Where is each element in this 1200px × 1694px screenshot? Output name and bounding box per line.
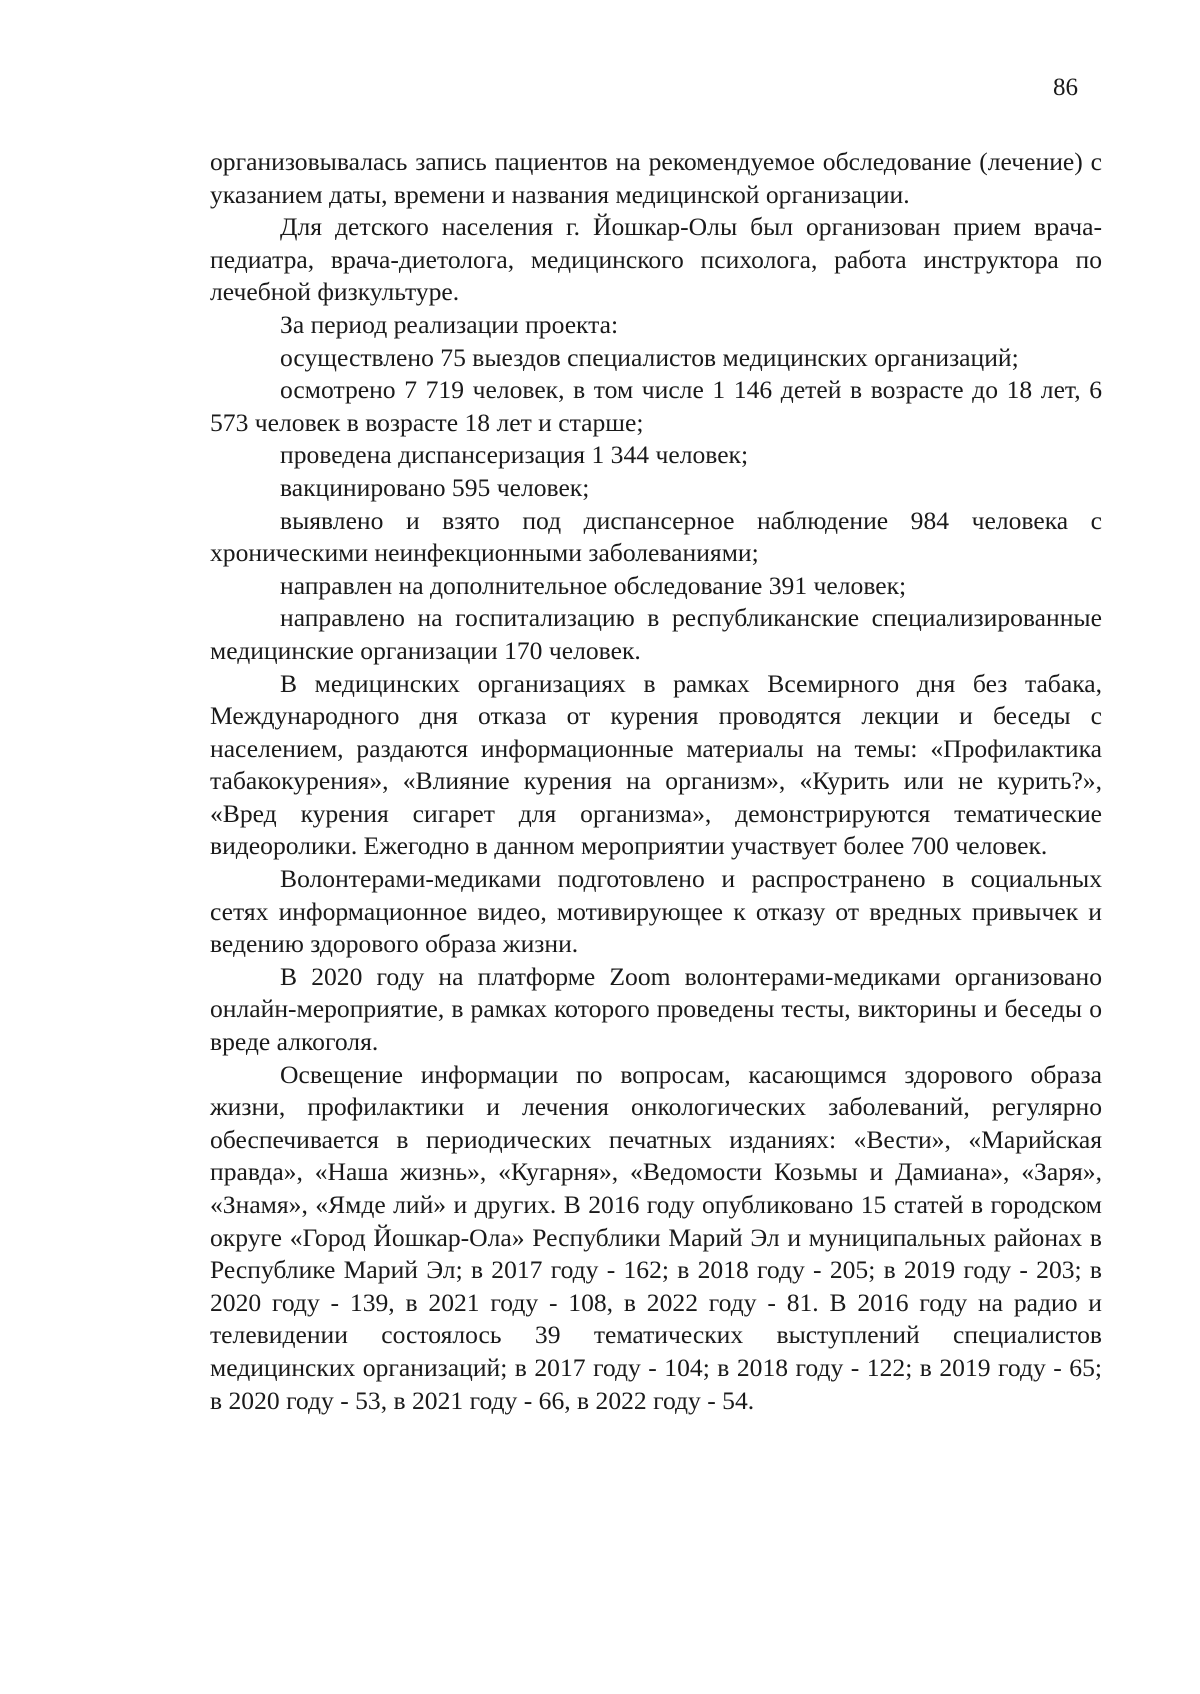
- paragraph: организовывалась запись пациентов на рекомендуемое обследование (лечение) с указанием даты, времени и названия медицинской организации.: [210, 147, 1102, 209]
- body-text: [210, 146, 1102, 1417]
- paragraph: Освещение информации по вопросам, касающимся здорового образа жизни, профилактики и лечения онкологических заболеваний, регулярно обеспечивается в периодических печатных изданиях: «Вести», «Марийская правда», «Наша жизнь», «Кугарня», «Ведомости Козьмы и Дамиана», «Заря», «Знамя», «Ямде лий» и других. В 2016 году опубликовано 15 статей в городском округе «Город Йошкар-Ола» Республики Марий Эл и муниципальных районах в Республике Марий Эл; в 2017 году - 162; в 2018 году - 205; в 2019 году - 203; в 2020 году - 139, в 2021 году - 108, в 2022 году - 81. В 2016 году на радио и телевидении состоялось 39 тематических выступлений специалистов медицинских организаций; в 2017 году - 104; в 2018 году - 122; в 2019 году - 65; в 2020 году - 53, в 2021 году - 66, в 2022 году - 54.: [210, 1059, 1102, 1415]
- paragraph: В 2020 году на платформе Zoom волонтерами-медиками организовано онлайн-мероприятие, в рамках которого проведены тесты, викторины и беседы о вреде алкоголя.: [210, 961, 1102, 1057]
- paragraph: Для детского населения г. Йошкар-Олы был организован прием врача-педиатра, врача-диетолога, медицинского психолога, работа инструктора по лечебной физкультуре.: [210, 212, 1102, 307]
- paragraph: Волонтерами-медиками подготовлено и распространено в социальных сетях информационное видео, мотивирующее к отказу от вредных привычек и ведению здорового образа жизни.: [210, 864, 1102, 959]
- paragraph: В медицинских организациях в рамках Всемирного дня без табака, Международного дня отказа от курения проводятся лекции и беседы с населением, раздаются информационные материалы на темы: «Профилактика табакокурения», «Влияние курения на организм», «Курить или не курить?», «Вред курения сигарет для организма», демонстрируются тематические видеоролики. Ежегодно в данном мероприятии участвует более 700 человек.: [210, 668, 1102, 861]
- list-item: выявлено и взято под диспансерное наблюдение 984 человека с хроническими неинфекционными заболеваниями;: [210, 505, 1102, 568]
- list-item: осуществлено 75 выездов специалистов медицинских организаций;: [280, 342, 1019, 372]
- paragraph: За период реализации проекта:: [280, 309, 619, 339]
- list-item: направлен на дополнительное обследование 391 человек;: [280, 570, 907, 600]
- list-item: вакцинировано 595 человек;: [280, 472, 590, 502]
- page-number: 86: [1053, 74, 1078, 101]
- list-item: направлено на госпитализацию в республиканские специализированные медицинские организации 170 человек.: [210, 603, 1102, 665]
- list-item: осмотрено 7 719 человек, в том числе 1 146 детей в возрасте до 18 лет, 6 573 человек в возрасте 18 лет и старше;: [210, 375, 1102, 437]
- list-item: проведена диспансеризация 1 344 человек;: [280, 440, 749, 470]
